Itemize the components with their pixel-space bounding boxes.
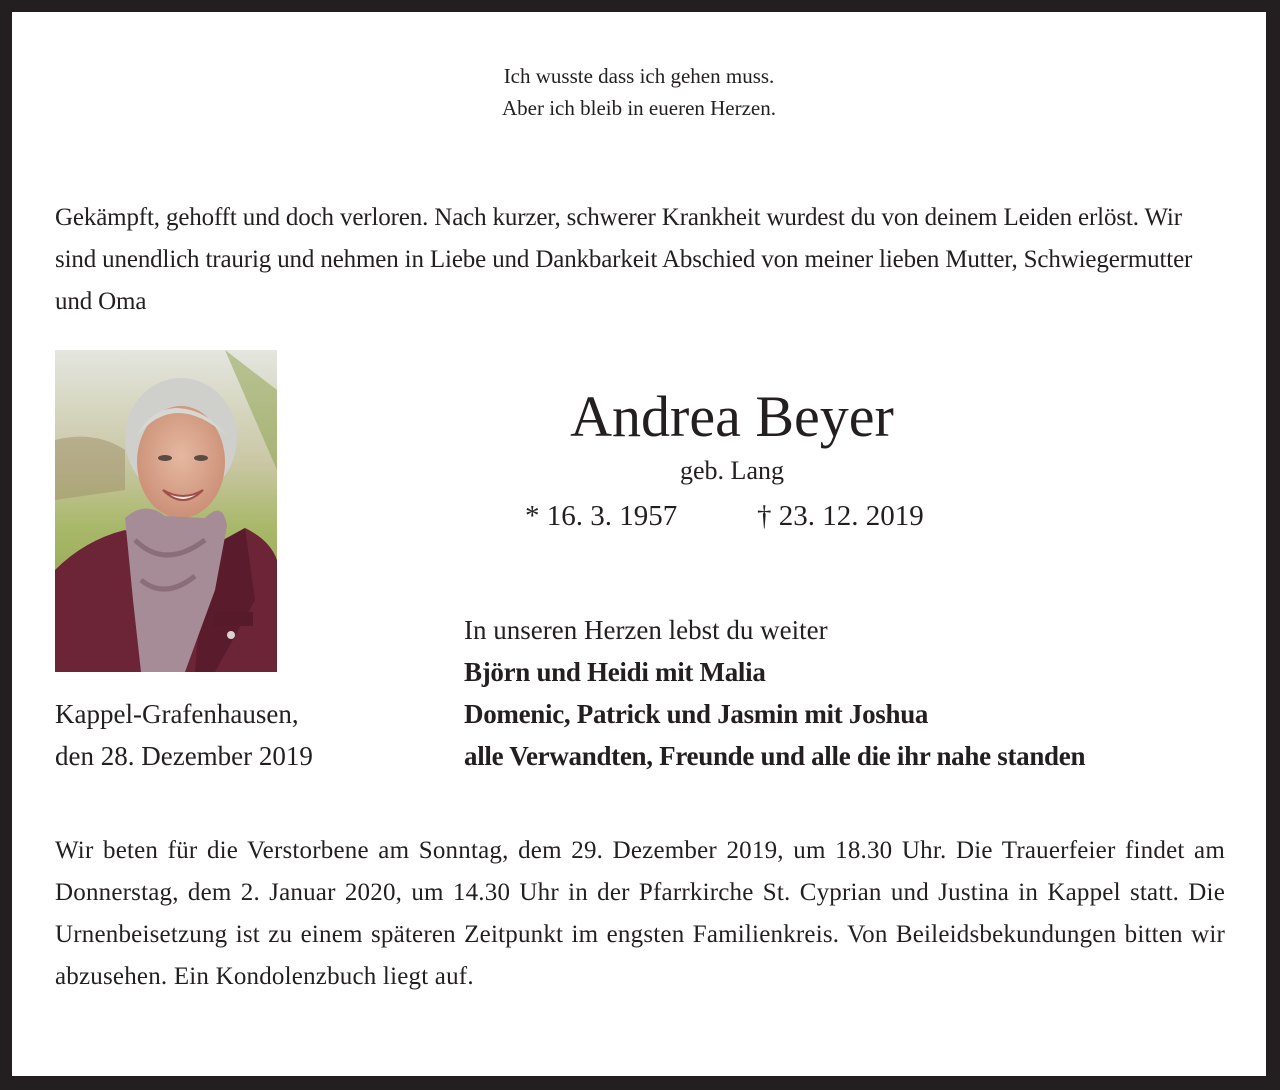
birth-date: * 16. 3. 1957 xyxy=(525,500,678,532)
obituary-notice xyxy=(12,12,1266,1076)
deceased-name: Andrea Beyer xyxy=(570,384,894,449)
death-date: † 23. 12. 2019 xyxy=(757,500,924,532)
place-date xyxy=(55,693,313,777)
mourners-heading: In unseren Herzen lebst du weiter xyxy=(464,615,828,645)
mourners-block xyxy=(464,609,1085,777)
portrait-photo xyxy=(55,350,277,672)
maiden-name: geb. Lang xyxy=(680,456,784,485)
service-information: Wir beten für die Verstorbene am Sonntag, dem 29. Dezember 2019, um 18.30 Uhr. Die Trauerfeier findet am Donnerstag, dem 2. Januar 2020, um 14.30 Uhr in der Pfarrkirche St. Cyprian und Justina in Kappel statt. Die Urnenbeisetzung ist zu einem späteren Zeitpunkt im engsten Familienkreis. Von Beileidsbekundungen bitten wir abzusehen. Ein Kondolenzbuch liegt auf. xyxy=(55,837,1225,990)
motto-line-2: Aber ich bleib in eueren Herzen. xyxy=(501,96,777,120)
motto-quote xyxy=(12,60,1266,124)
mourner-line: Domenic, Patrick und Jasmin mit Joshua xyxy=(464,699,929,729)
place: Kappel-Grafenhausen, xyxy=(55,699,299,729)
intro-paragraph: Gekämpft, gehofft und doch verloren. Nach kurzer, schwerer Krankheit wurdest du von deinem Leiden erlöst. Wir sind unendlich traurig und nehmen in Liebe und Dankbarkeit Abschied von meiner lieben Mutter, Schwiegermutter und Oma xyxy=(55,204,1193,315)
date: den 28. Dezember 2019 xyxy=(55,741,313,771)
mourner-line: Björn und Heidi mit Malia xyxy=(464,657,766,687)
motto-line-1: Ich wusste dass ich gehen muss. xyxy=(503,64,775,88)
mourner-line: alle Verwandten, Freunde und alle die ihr nahe standen xyxy=(464,741,1086,771)
